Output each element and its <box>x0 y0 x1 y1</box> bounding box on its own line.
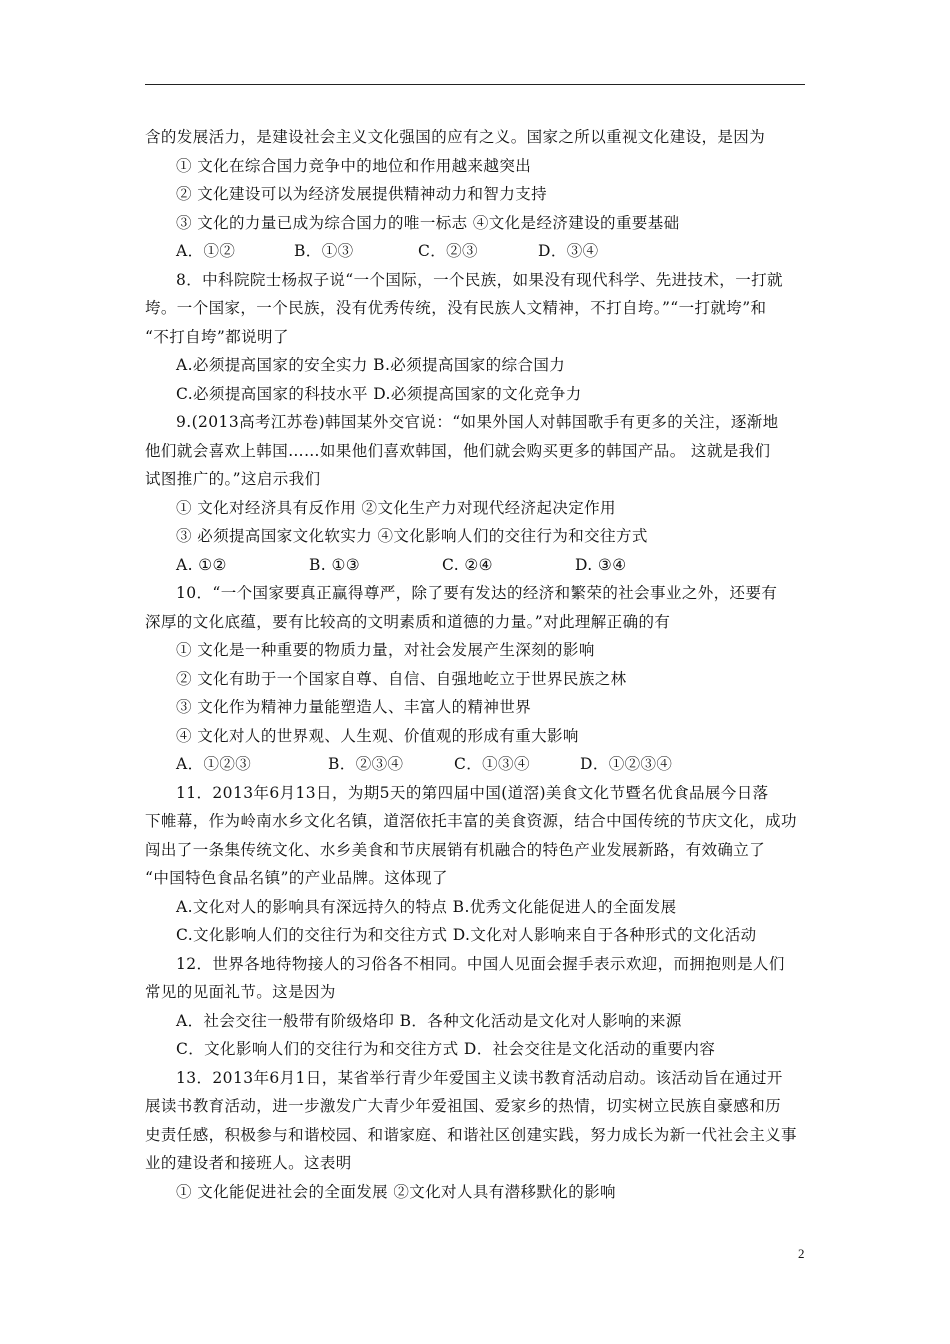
answer-option: C．②③ <box>418 242 478 260</box>
text-line: 史责任感，积极参与和谐校园、和谐家庭、和谐社区创建实践，努力成长为新一代社会主义事 <box>145 1125 797 1144</box>
text-line: C.文化影响人们的交往行为和交往方式 D.文化对人影响来自于各种形式的文化活动 <box>176 926 757 944</box>
header-rule <box>145 84 805 85</box>
text-line: ③ 文化的力量已成为综合国力的唯一标志 ④文化是经济建设的重要基础 <box>176 213 680 232</box>
answer-option: B．②③④ <box>328 755 404 773</box>
text-line: ① 文化在综合国力竞争中的地位和作用越来越突出 <box>176 156 532 175</box>
text-line: ③ 必须提高国家文化软实力 ④文化影响人们的交往行为和交往方式 <box>176 527 648 545</box>
text-line: A.文化对人的影响具有深远持久的特点 B.优秀文化能促进人的全面发展 <box>176 897 677 916</box>
answer-option: A．①② <box>176 242 236 260</box>
text-line: 常见的见面礼节。这是因为 <box>145 983 336 1001</box>
text-line: 10．“一个国家要真正赢得尊严，除了要有发达的经济和繁荣的社会事业之外，还要有 <box>176 584 778 602</box>
answer-options-row <box>145 237 810 266</box>
text-line: 他们就会喜欢上韩国……如果他们喜欢韩国，他们就会购买更多的韩国产品。 这就是我们 <box>145 441 771 460</box>
text-line: A.必须提高国家的安全实力 B.必须提高国家的综合国力 <box>176 356 566 374</box>
answer-option: A. ①② <box>176 555 227 574</box>
text-line: “中国特色食品名镇”的产业品牌。这体现了 <box>145 869 448 887</box>
answer-option: C. ②④ <box>442 555 493 574</box>
text-line: C.必须提高国家的科技水平 D.必须提高国家的文化竞争力 <box>176 384 582 403</box>
text-line: 展读书教育活动，进一步激发广大青少年爱祖国、爱家乡的热情，切实树立民族自豪感和历 <box>145 1097 782 1115</box>
text-line: ② 文化有助于一个国家自尊、自信、自强地屹立于世界民族之林 <box>176 669 627 688</box>
text-line: “不打自垮”都说明了 <box>145 327 289 346</box>
text-line: 11．2013年6月13日，为期5天的第四届中国(道滘)美食文化节暨名优食品展今日落 <box>176 783 769 802</box>
text-line: 垮。一个国家，一个民族，没有优秀传统，没有民族人文精神，不打自垮。”“一打就垮”和 <box>145 299 767 317</box>
answer-options-row <box>145 750 810 779</box>
text-line: 12．世界各地待物接人的习俗各不相同。中国人见面会握手表示欢迎，而拥抱则是人们 <box>176 954 785 973</box>
answer-option: C．①③④ <box>454 755 530 773</box>
text-line: ① 文化能促进社会的全面发展 ②文化对人具有潜移默化的影响 <box>176 1182 616 1201</box>
page-number: 2 <box>798 1246 805 1261</box>
answer-option: B. ①③ <box>309 555 361 574</box>
answer-option: D. ③④ <box>575 555 627 574</box>
answer-option: A．①②③ <box>176 755 252 773</box>
text-line: 8．中科院院士杨叔子说“一个国际，一个民族，如果没有现代科学、先进技术，一打就 <box>176 270 783 289</box>
document-body <box>145 123 810 1206</box>
text-line: ③ 文化作为精神力量能塑造人、丰富人的精神世界 <box>176 698 532 716</box>
text-line: ② 文化建设可以为经济发展提供精神动力和智力支持 <box>176 185 548 203</box>
text-line: 下帷幕，作为岭南水乡文化名镇，道滘依托丰富的美食资源，结合中国传统的节庆文化，成功 <box>145 812 797 830</box>
text-line: ④ 文化对人的世界观、人生观、价值观的形成有重大影响 <box>176 726 579 745</box>
text-line: ① 文化对经济具有反作用 ②文化生产力对现代经济起决定作用 <box>176 498 616 517</box>
answer-option: D．③④ <box>538 242 599 260</box>
text-line: 13．2013年6月1日，某省举行青少年爱国主义读书教育活动启动。该活动旨在通过开 <box>176 1068 783 1087</box>
text-line: ① 文化是一种重要的物质力量，对社会发展产生深刻的影响 <box>176 641 595 659</box>
answer-options-row <box>145 551 810 580</box>
text-line: 深厚的文化底蕴，要有比较高的文明素质和道德的力量。”对此理解正确的有 <box>145 612 671 631</box>
text-line: A．社会交往一般带有阶级烙印 B．各种文化活动是文化对人影响的来源 <box>176 1011 682 1030</box>
answer-option: B．①③ <box>294 242 354 260</box>
text-line: 含的发展活力，是建设社会主义文化强国的应有之义。国家之所以重视文化建设，是因为 <box>145 128 766 146</box>
answer-option: D．①②③④ <box>580 755 673 773</box>
text-line: 9.(2013高考江苏卷)韩国某外交官说：“如果外国人对韩国歌手有更多的关注，逐渐地 <box>176 413 779 431</box>
text-line: 试图推广的。”这启示我们 <box>145 470 321 488</box>
text-line: C．文化影响人们的交往行为和交往方式 D．社会交往是文化活动的重要内容 <box>176 1040 716 1058</box>
text-line: 闯出了一条集传统文化、水乡美食和节庆展销有机融合的特色产业发展新路，有效确立了 <box>145 840 766 859</box>
text-line: 业的建设者和接班人。这表明 <box>145 1154 352 1172</box>
